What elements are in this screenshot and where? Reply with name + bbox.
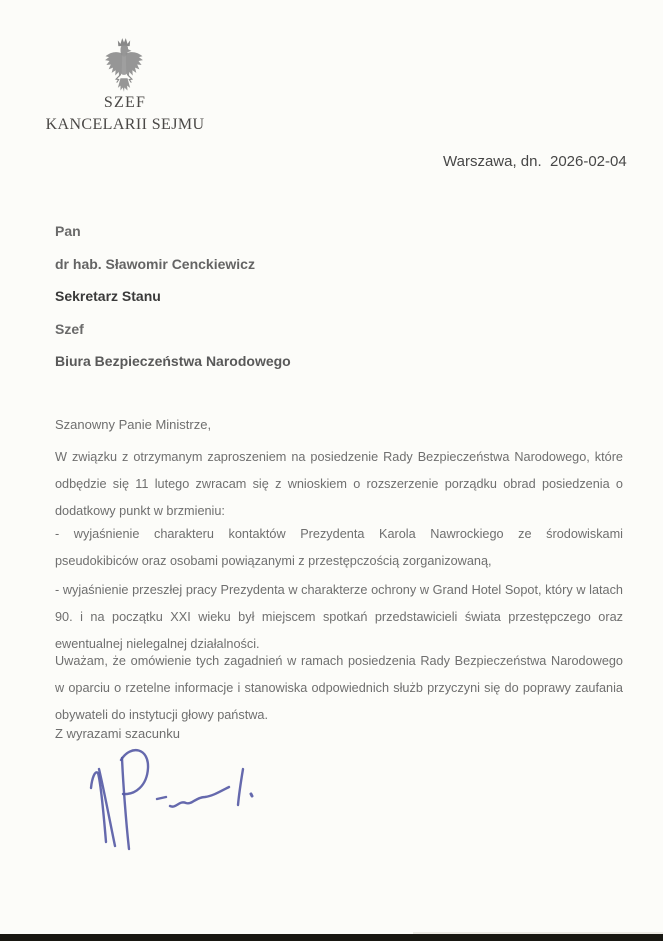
text-line: odbędzie się 11 lutego zwracam się z wnioskiem o rozszerzenie porządku obrad posiedzenia o bbox=[55, 477, 623, 491]
letterhead-subtitle: KANCELARII SEJMU bbox=[45, 116, 205, 133]
polish-eagle-emblem-icon bbox=[102, 34, 146, 96]
paragraph-point-2 bbox=[55, 577, 623, 658]
paragraph-conclusion bbox=[55, 648, 623, 729]
text-line: Pan bbox=[55, 223, 81, 239]
text-line: Biura Bezpieczeństwa Narodowego bbox=[55, 353, 291, 370]
place-and-date: Warszawa, dn. 2026-02-04 bbox=[443, 153, 627, 170]
text-line: Sekretarz Stanu bbox=[55, 288, 161, 305]
text-line: - wyjaśnienie przeszłej pracy Prezydenta w charakterze ochrony w Grand Hotel Sopot, który w latach bbox=[55, 583, 623, 597]
text-line: obywateli do instytucji głowy państwa. bbox=[55, 708, 268, 722]
text-line: Szef bbox=[55, 320, 84, 337]
paragraph-point-1 bbox=[55, 521, 623, 575]
text-line: - wyjaśnienie charakteru kontaktów Prezydenta Karola Nawrockiego ze środowiskami bbox=[55, 527, 623, 541]
text-line: pseudokibiców oraz osobami powiązanymi z przestępczością zorganizowaną, bbox=[55, 554, 492, 568]
letterhead bbox=[25, 94, 225, 134]
text-line: W związku z otrzymanym zaproszeniem na posiedzenie Rady Bezpieczeństwa Narodowego, które bbox=[55, 450, 623, 464]
text-line: dodatkowy punkt w brzmieniu: bbox=[55, 504, 225, 518]
text-line: Uważam, że omówienie tych zagadnień w ramach posiedzenia Rady Bezpieczeństwa Narodowego bbox=[55, 654, 623, 668]
text-line: w oparciu o rzetelne informacje i stanowiska odpowiednich służb przyczyni się do poprawy zaufania bbox=[55, 681, 623, 695]
paragraph-request bbox=[55, 444, 623, 525]
letterhead-title: SZEF bbox=[103, 94, 147, 111]
text-line: dr hab. Sławomir Cenckiewicz bbox=[55, 255, 255, 272]
recipient-block bbox=[55, 222, 291, 385]
text-line: 90. i na początku XXI wieku był miejscem spotkań przedstawicieli świata przestępczego oraz bbox=[55, 610, 623, 624]
text-line: ewentualnej nielegalnej działalności. bbox=[55, 637, 260, 651]
salutation: Szanowny Panie Ministrze, bbox=[55, 417, 212, 432]
scan-bottom-edge bbox=[0, 934, 663, 941]
closing-phrase: Z wyrazami szacunku bbox=[55, 726, 180, 741]
handwritten-signature bbox=[75, 742, 275, 862]
